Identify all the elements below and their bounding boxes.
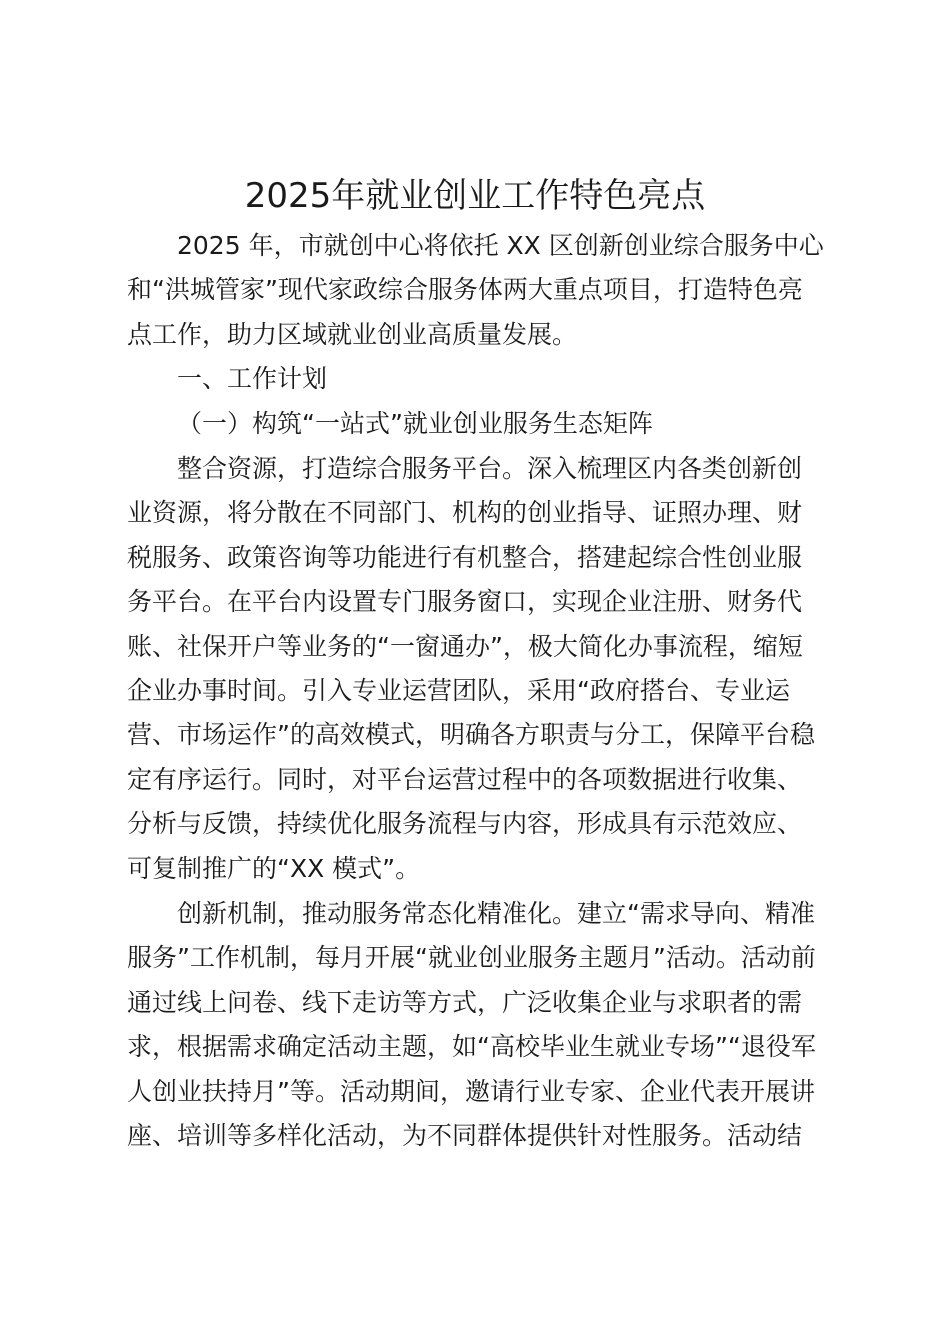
intro-line: 点工作，助力区域就业创业高质量发展。 — [127, 319, 578, 349]
paragraph-line: 账、社保开户等业务的“一窗通办”，极大简化办事流程，缩短 — [127, 631, 803, 661]
paragraph-line: 求，根据需求确定活动主题，如“高校毕业生就业专场”“退役军 — [127, 1032, 816, 1062]
paragraph-line: 整合资源，打造综合服务平台。深入梳理区内各类创新创 — [177, 454, 803, 483]
paragraph-line: 业资源，将分散在不同部门、机构的创业指导、证照办理、财 — [127, 498, 803, 528]
paragraph-line: 企业办事时间。引入专业运营团队，采用“政府搭台、专业运 — [127, 675, 790, 705]
paragraph-line: 务平台。在平台内设置专门服务窗口，实现企业注册、财务代 — [127, 587, 803, 617]
paragraph-line: 服务”工作机制，每月开展“就业创业服务主题月”活动。活动前 — [127, 943, 816, 973]
section-heading-text: 一、工作计划 — [177, 364, 328, 393]
intro-line: 和“洪城管家”现代家政综合服务体两大重点项目，打造特色亮 — [127, 275, 803, 305]
paragraph-line: 定有序运行。同时，对平台运营过程中的各项数据进行收集、 — [127, 764, 803, 794]
paragraph-line: 通过线上问卷、线下走访等方式，广泛收集企业与求职者的需 — [127, 987, 803, 1017]
paragraph-line: 分析与反馈，持续优化服务流程与内容，形成具有示范效应、 — [127, 809, 803, 839]
subsection-heading-text: （一）构筑“一站式”就业创业服务生态矩阵 — [177, 409, 653, 438]
paragraph-line: 创新机制，推动服务常态化精准化。建立“需求导向、精准 — [177, 899, 815, 928]
paragraph-line: 可复制推广的“XX 模式”。 — [127, 853, 421, 883]
paragraph-line: 人创业扶持月”等。活动期间，邀请行业专家、企业代表开展讲 — [127, 1076, 815, 1106]
subsection-heading — [127, 402, 833, 446]
body-paragraph-2 — [127, 892, 833, 1158]
intro-line: 2025 年，市就创中心将依托 XX 区创新创业综合服务中心 — [177, 231, 824, 260]
paragraph-line: 税服务、政策咨询等功能进行有机整合，搭建起综合性创业服 — [127, 542, 803, 572]
intro-paragraph — [127, 224, 833, 357]
paragraph-line: 座、培训等多样化活动，为不同群体提供针对性服务。活动结 — [127, 1120, 803, 1150]
document-title: 2025年就业创业工作特色亮点 — [244, 176, 706, 216]
body-paragraph-1 — [127, 447, 833, 891]
paragraph-line: 营、市场运作”的高效模式，明确各方职责与分工，保障平台稳 — [127, 720, 815, 750]
section-heading — [127, 357, 833, 401]
